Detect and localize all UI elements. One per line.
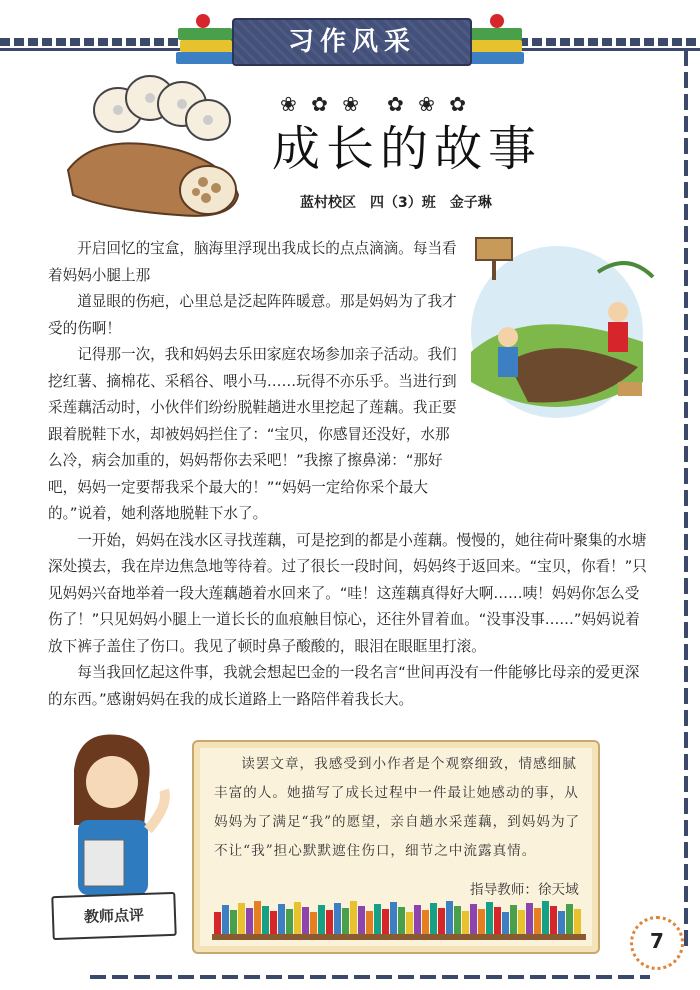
book-spine xyxy=(270,911,277,934)
book-spine xyxy=(246,908,253,934)
page-number: 7 xyxy=(630,916,684,970)
book-spine xyxy=(470,904,477,934)
book-spine xyxy=(326,910,333,934)
apple-right-icon xyxy=(490,14,504,28)
books-stack-right-icon xyxy=(466,22,524,68)
teacher-review-sign: 教师点评 xyxy=(51,892,176,940)
right-dashed-border xyxy=(684,50,688,950)
book-spine xyxy=(430,903,437,934)
book-spine xyxy=(318,905,325,934)
bookshelf-illustration xyxy=(212,900,586,940)
apple-left-icon xyxy=(196,14,210,28)
book-spine xyxy=(574,909,581,934)
review-signer: 指导教师：徐天域 xyxy=(470,882,579,898)
book-spine xyxy=(526,903,533,934)
book-spine xyxy=(390,902,397,934)
books-stack-left-icon xyxy=(176,22,234,68)
book-spine xyxy=(310,912,317,934)
lotus-root-illustration xyxy=(58,70,248,220)
book-spine xyxy=(422,910,429,934)
book-spine xyxy=(502,912,509,934)
book-spine xyxy=(542,901,549,934)
book-spine xyxy=(438,908,445,934)
book-spine xyxy=(478,909,485,934)
article-title: 成长的故事 xyxy=(272,121,543,177)
book-spine xyxy=(518,910,525,934)
book-spine xyxy=(446,901,453,934)
review-text xyxy=(214,750,584,866)
book-spine xyxy=(414,905,421,934)
paragraph: 一开始，妈妈在浅水区寻找莲藕，可是挖到的都是小莲藕。慢慢的，她往荷叶聚集的水塘深处摸去，我在岸边焦急地等待着。过了很长一段时间，妈妈终于返回来。“宝贝，你看！”只见妈妈兴奋地举着一段大莲藕趟着水回来了。“哇！这莲藕真得好大啊……咦！妈妈你怎么受伤了！”只见妈妈小腿上一道长长的血痕触目惊心，还往外冒着血。“没事没事……”妈妈说着放下裤子盖住了伤口。我见了顿时鼻子酸酸的，眼泪在眼眶里打滚。 xyxy=(48,531,647,655)
book-spine xyxy=(454,906,461,934)
book-spine xyxy=(382,909,389,934)
book-spine xyxy=(510,905,517,934)
book-spine xyxy=(230,910,237,934)
author-line: 蓝村校区 四（3）班 金子琳 xyxy=(300,195,492,211)
book-spine xyxy=(342,908,349,934)
book-spine xyxy=(254,901,261,934)
book-spine xyxy=(358,906,365,934)
book-spine xyxy=(398,907,405,934)
book-spine xyxy=(494,907,501,934)
book-spine xyxy=(406,912,413,934)
book-spine xyxy=(278,904,285,934)
book-spine xyxy=(374,904,381,934)
paragraph: 每当我回忆起这件事，我就会想起巴金的一段名言“世间再没有一件能够比母亲的爱更深的东西。”感谢妈妈在我的成长道路上一路陪伴着我长大。 xyxy=(48,664,640,708)
book-spine xyxy=(550,906,557,934)
book-spine xyxy=(262,906,269,934)
article-body xyxy=(48,236,648,713)
book-spine xyxy=(222,905,229,934)
book-spine xyxy=(566,904,573,934)
book-spine xyxy=(534,908,541,934)
book-spine xyxy=(558,911,565,934)
book-spine xyxy=(238,903,245,934)
section-banner: 习作风采 xyxy=(232,18,472,66)
book-spine xyxy=(302,907,309,934)
book-spine xyxy=(462,911,469,934)
book-spine xyxy=(334,903,341,934)
flower-decoration-icon: ❀ ✿ ❀ ✿ ❀ ✿ xyxy=(280,92,470,116)
book-spine xyxy=(214,912,221,934)
review-paragraph: 读罢文章，我感受到小作者是个观察细致，情感细腻丰富的人。她描写了成长过程中一件最让她感动的事，从妈妈为了满足“我”的愿望，亲自趟水采莲藕，到妈妈为了不让“我”担心默默遮住伤口，细节之中流露真情。 xyxy=(214,756,581,859)
paragraph: 记得那一次，我和妈妈去乐田家庭农场参加亲子活动。我们挖红薯、摘棉花、采稻谷、喂小马……玩得不亦乐乎。当进行到采莲藕活动时，小伙伴们纷纷脱鞋趟进水里挖起了莲藕。我正要跟着脱鞋下水，却被妈妈拦住了：“宝贝，你感冒还没好，水那么冷，病会加重的，妈妈帮你去采吧！”我擦了擦鼻涕：“那好吧，妈妈一定要帮我采个最大的！”“妈妈一定给你采个最大的。”说着，她利落地脱鞋下水了。 xyxy=(48,346,457,522)
book-spine xyxy=(286,909,293,934)
paragraph: 道显眼的伤疤，心里总是泛起阵阵暖意。那是妈妈为了我才受的伤啊！ xyxy=(48,293,457,337)
book-spine xyxy=(486,902,493,934)
book-spine xyxy=(350,901,357,934)
book-spine xyxy=(294,902,301,934)
book-spine xyxy=(366,911,373,934)
paragraph: 开启回忆的宝盒，脑海里浮现出我成长的点点滴滴。每当看着妈妈小腿上那 xyxy=(48,240,457,284)
bottom-dashed-border xyxy=(90,975,650,979)
